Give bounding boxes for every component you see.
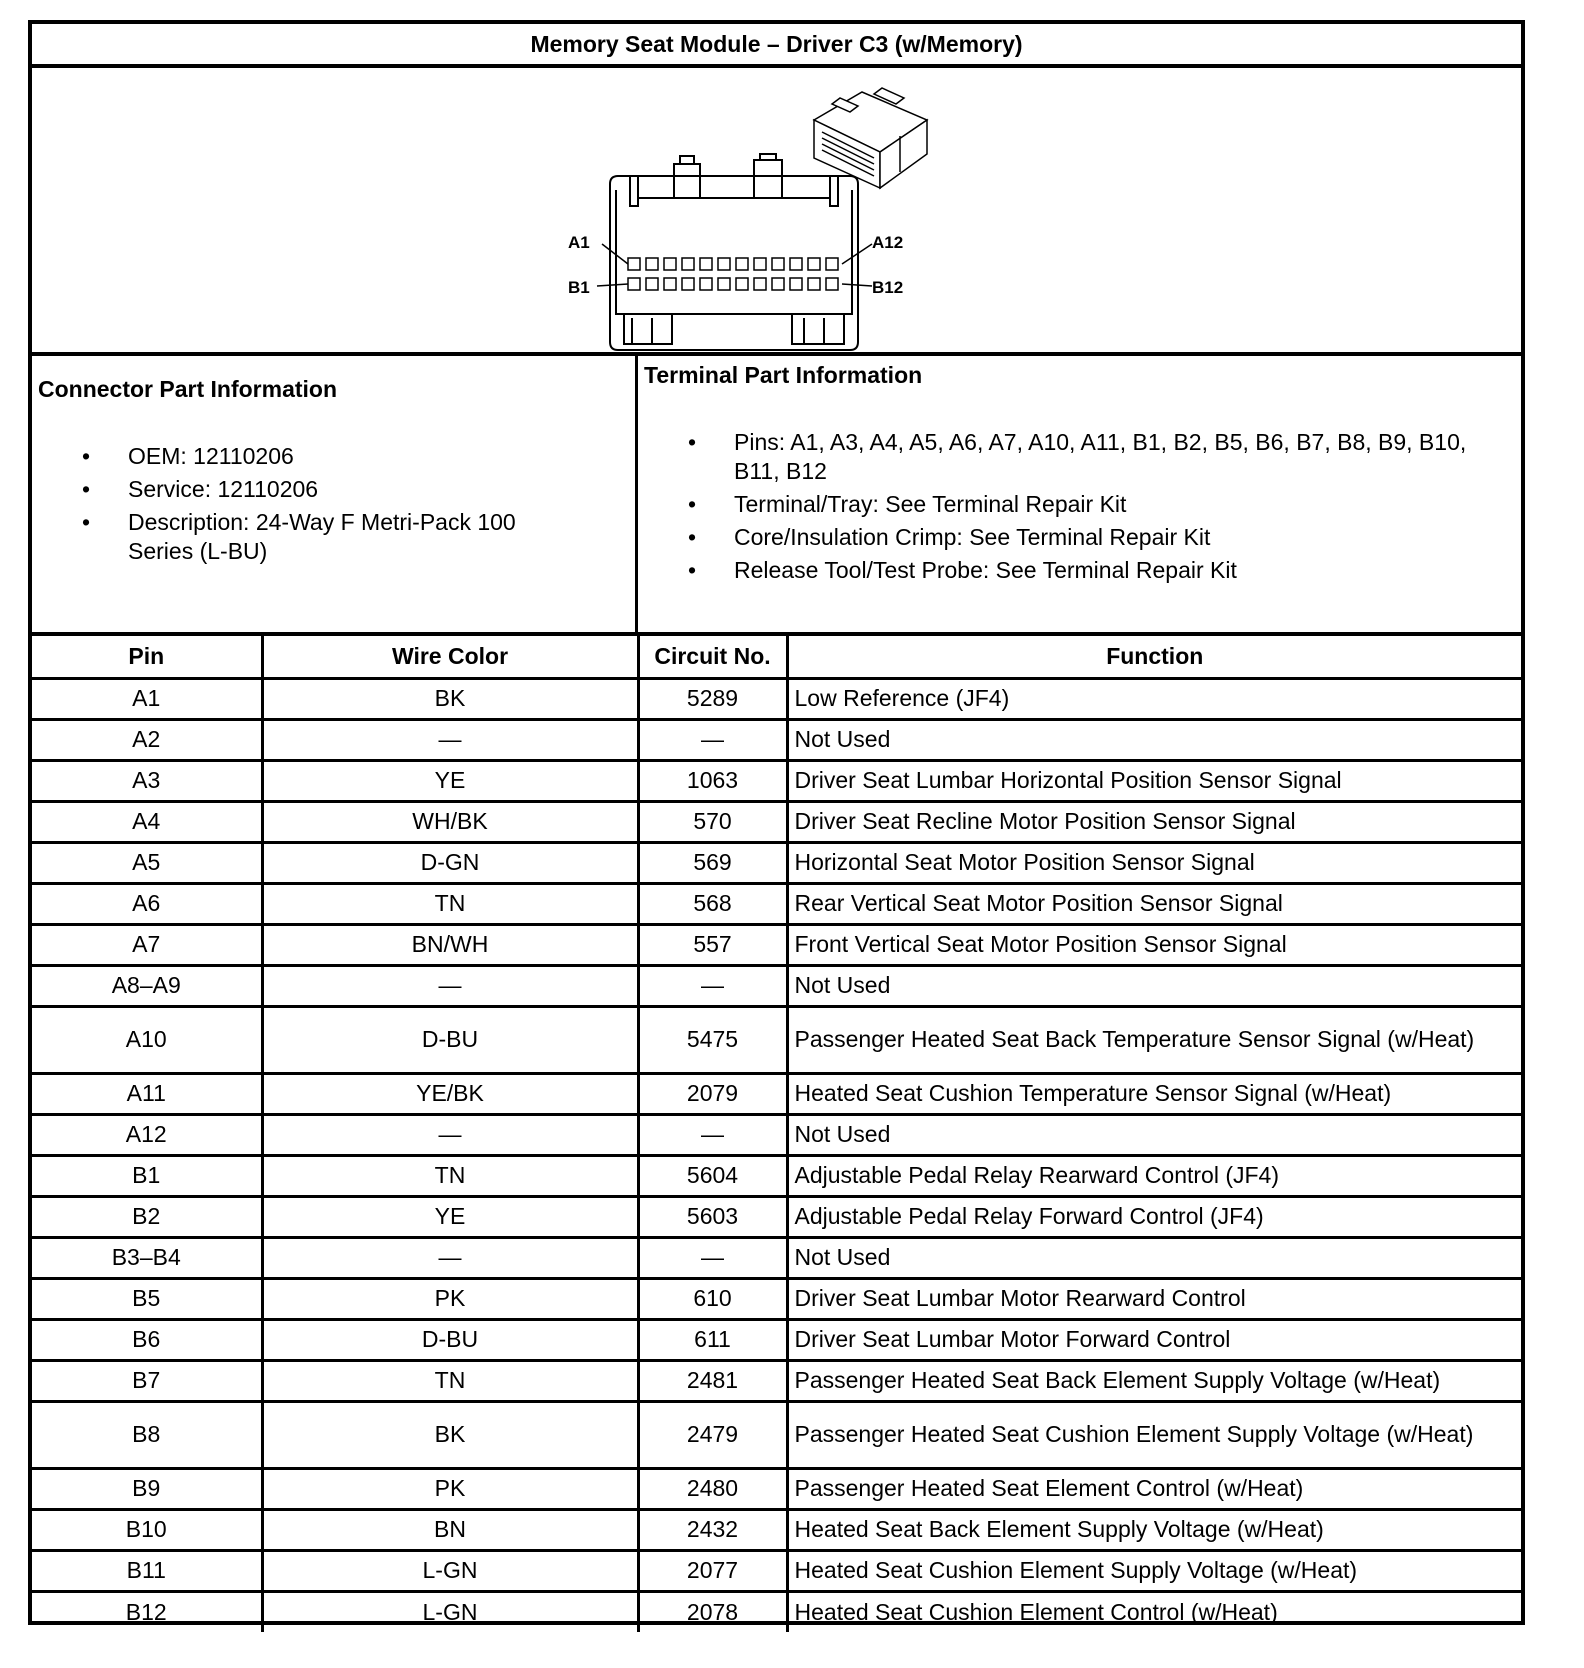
cell-function: Passenger Heated Seat Cushion Element Supply Voltage (w/Heat) <box>787 1401 1521 1468</box>
cell-circuit-no: 2432 <box>638 1509 787 1550</box>
table-row <box>32 965 1521 1006</box>
cell-circuit-no: 1063 <box>638 760 787 801</box>
connector-part-info <box>32 356 638 632</box>
cell-circuit-no: 2078 <box>638 1591 787 1632</box>
sheet-title: Memory Seat Module – Driver C3 (w/Memory) <box>32 24 1521 68</box>
cell-wire-color: D-BU <box>262 1006 638 1073</box>
cell-pin: A11 <box>32 1073 262 1114</box>
cell-wire-color: — <box>262 1237 638 1278</box>
cell-wire-color: D-GN <box>262 842 638 883</box>
cell-circuit-no: 5289 <box>638 678 787 719</box>
table-row <box>32 678 1521 719</box>
cell-pin: B1 <box>32 1155 262 1196</box>
cell-function: Not Used <box>787 1114 1521 1155</box>
cell-circuit-no: 2079 <box>638 1073 787 1114</box>
pin-cavity <box>754 258 766 270</box>
header-wire-color: Wire Color <box>262 636 638 678</box>
terminal-info-heading: Terminal Part Information <box>644 362 923 388</box>
label-b12: B12 <box>872 278 904 297</box>
table-row <box>32 1550 1521 1591</box>
header-pin: Pin <box>32 636 262 678</box>
cell-function: Passenger Heated Seat Back Temperature Sensor Signal (w/Heat) <box>787 1006 1521 1073</box>
cell-pin: B12 <box>32 1591 262 1632</box>
pin-cavity <box>628 278 640 290</box>
cell-pin: B11 <box>32 1550 262 1591</box>
cell-pin: B5 <box>32 1278 262 1319</box>
pin-cavity <box>826 258 838 270</box>
cell-function: Low Reference (JF4) <box>787 678 1521 719</box>
cell-circuit-no: 5603 <box>638 1196 787 1237</box>
cell-circuit-no: 2480 <box>638 1468 787 1509</box>
cell-circuit-no: 610 <box>638 1278 787 1319</box>
pin-cavity <box>790 258 802 270</box>
table-row <box>32 801 1521 842</box>
list-item: • OEM: 12110206 <box>82 442 562 471</box>
cell-function: Heated Seat Back Element Supply Voltage (w/Heat) <box>787 1509 1521 1550</box>
cell-pin: B7 <box>32 1360 262 1401</box>
pin-cavity <box>646 258 658 270</box>
cell-circuit-no: — <box>638 1237 787 1278</box>
pin-cavity <box>664 258 676 270</box>
cell-pin: B10 <box>32 1509 262 1550</box>
part-info-section <box>32 356 1521 636</box>
cell-function: Not Used <box>787 1237 1521 1278</box>
table-row <box>32 1155 1521 1196</box>
header-circuit-no: Circuit No. <box>638 636 787 678</box>
cell-function: Heated Seat Cushion Element Supply Voltage (w/Heat) <box>787 1550 1521 1591</box>
list-item: • Release Tool/Test Probe: See Terminal Repair Kit <box>688 556 1488 585</box>
pin-cavity <box>718 258 730 270</box>
cell-wire-color: D-BU <box>262 1319 638 1360</box>
cell-function: Passenger Heated Seat Element Control (w/Heat) <box>787 1468 1521 1509</box>
list-item: • Core/Insulation Crimp: See Terminal Repair Kit <box>688 523 1488 552</box>
label-b1: B1 <box>568 278 590 297</box>
cell-function: Not Used <box>787 965 1521 1006</box>
cell-pin: B8 <box>32 1401 262 1468</box>
list-item: • Terminal/Tray: See Terminal Repair Kit <box>688 490 1488 519</box>
table-row <box>32 1468 1521 1509</box>
table-row <box>32 1591 1521 1632</box>
cell-circuit-no: 2077 <box>638 1550 787 1591</box>
cell-function: Heated Seat Cushion Temperature Sensor Signal (w/Heat) <box>787 1073 1521 1114</box>
pin-cavities <box>628 258 838 290</box>
cell-function: Driver Seat Recline Motor Position Sensor Signal <box>787 801 1521 842</box>
cell-function: Driver Seat Lumbar Motor Forward Control <box>787 1319 1521 1360</box>
pin-cavity <box>646 278 658 290</box>
cell-wire-color: TN <box>262 1155 638 1196</box>
cell-circuit-no: — <box>638 719 787 760</box>
cell-pin: A3 <box>32 760 262 801</box>
cell-circuit-no: 2481 <box>638 1360 787 1401</box>
cell-circuit-no: — <box>638 965 787 1006</box>
cell-pin: A1 <box>32 678 262 719</box>
pin-cavity <box>700 258 712 270</box>
cell-circuit-no: 2479 <box>638 1401 787 1468</box>
cell-circuit-no: — <box>638 1114 787 1155</box>
cell-pin: A5 <box>32 842 262 883</box>
table-row <box>32 842 1521 883</box>
cell-wire-color: BN/WH <box>262 924 638 965</box>
label-a1: A1 <box>568 233 590 252</box>
pin-cavity <box>682 278 694 290</box>
pin-cavity <box>628 258 640 270</box>
terminal-info-list <box>688 428 1488 589</box>
cell-function: Horizontal Seat Motor Position Sensor Signal <box>787 842 1521 883</box>
cell-wire-color: PK <box>262 1468 638 1509</box>
pinout-rows <box>32 678 1521 1632</box>
list-item: • Description: 24-Way F Metri-Pack 100 Series (L-BU) <box>82 508 562 566</box>
cell-wire-color: PK <box>262 1278 638 1319</box>
connector-front-view <box>610 154 858 350</box>
table-row <box>32 1360 1521 1401</box>
table-row <box>32 1114 1521 1155</box>
cell-pin: B3–B4 <box>32 1237 262 1278</box>
list-item: • Service: 12110206 <box>82 475 562 504</box>
pin-cavity <box>664 278 676 290</box>
cell-pin: A10 <box>32 1006 262 1073</box>
connector-isometric-view <box>814 88 927 188</box>
table-row <box>32 924 1521 965</box>
cell-circuit-no: 5604 <box>638 1155 787 1196</box>
list-item: • Pins: A1, A3, A4, A5, A6, A7, A10, A11, B1, B2, B5, B6, B7, B8, B9, B10, B11, B12 <box>688 428 1488 486</box>
cell-pin: A8–A9 <box>32 965 262 1006</box>
cell-function: Adjustable Pedal Relay Rearward Control (JF4) <box>787 1155 1521 1196</box>
table-row <box>32 1006 1521 1073</box>
cell-wire-color: L-GN <box>262 1550 638 1591</box>
pin-cavity <box>772 278 784 290</box>
connector-diagram <box>32 68 1521 352</box>
cell-pin: A6 <box>32 883 262 924</box>
cell-wire-color: BK <box>262 1401 638 1468</box>
cell-pin: B2 <box>32 1196 262 1237</box>
cell-pin: B6 <box>32 1319 262 1360</box>
cell-pin: A12 <box>32 1114 262 1155</box>
cell-wire-color: — <box>262 719 638 760</box>
table-row <box>32 1278 1521 1319</box>
cell-circuit-no: 5475 <box>638 1006 787 1073</box>
pin-cavity <box>808 258 820 270</box>
cell-function: Adjustable Pedal Relay Forward Control (JF4) <box>787 1196 1521 1237</box>
cell-pin: A7 <box>32 924 262 965</box>
table-row <box>32 1401 1521 1468</box>
table-row <box>32 760 1521 801</box>
pin-cavity <box>790 278 802 290</box>
cell-wire-color: YE/BK <box>262 1073 638 1114</box>
cell-function: Driver Seat Lumbar Motor Rearward Control <box>787 1278 1521 1319</box>
cell-wire-color: L-GN <box>262 1591 638 1632</box>
table-row <box>32 1073 1521 1114</box>
cell-wire-color: BK <box>262 678 638 719</box>
pin-cavity <box>772 258 784 270</box>
cell-circuit-no: 569 <box>638 842 787 883</box>
cell-wire-color: YE <box>262 760 638 801</box>
pin-cavity <box>754 278 766 290</box>
cell-function: Rear Vertical Seat Motor Position Sensor Signal <box>787 883 1521 924</box>
cell-wire-color: — <box>262 1114 638 1155</box>
cell-function: Front Vertical Seat Motor Position Sensor Signal <box>787 924 1521 965</box>
pin-cavity <box>736 278 748 290</box>
cell-wire-color: YE <box>262 1196 638 1237</box>
pin-cavity <box>682 258 694 270</box>
label-a12: A12 <box>872 233 904 252</box>
table-row <box>32 719 1521 760</box>
cell-function: Driver Seat Lumbar Horizontal Position Sensor Signal <box>787 760 1521 801</box>
table-header-row <box>32 636 1521 678</box>
terminal-part-info <box>638 356 1521 632</box>
cell-circuit-no: 611 <box>638 1319 787 1360</box>
cell-wire-color: TN <box>262 883 638 924</box>
cell-circuit-no: 557 <box>638 924 787 965</box>
cell-circuit-no: 570 <box>638 801 787 842</box>
pinout-table <box>32 636 1521 1632</box>
cell-function: Heated Seat Cushion Element Control (w/Heat) <box>787 1591 1521 1632</box>
connector-sheet <box>28 20 1525 1625</box>
header-function: Function <box>787 636 1521 678</box>
connector-info-heading: Connector Part Information <box>38 376 338 402</box>
pin-cavity <box>826 278 838 290</box>
cell-pin: A2 <box>32 719 262 760</box>
connector-info-list <box>82 442 562 570</box>
table-row <box>32 883 1521 924</box>
table-row <box>32 1196 1521 1237</box>
cell-pin: B9 <box>32 1468 262 1509</box>
connector-figure <box>32 68 1521 356</box>
cell-wire-color: BN <box>262 1509 638 1550</box>
table-row <box>32 1319 1521 1360</box>
cell-function: Passenger Heated Seat Back Element Supply Voltage (w/Heat) <box>787 1360 1521 1401</box>
cell-wire-color: WH/BK <box>262 801 638 842</box>
pin-cavity <box>808 278 820 290</box>
cell-wire-color: TN <box>262 1360 638 1401</box>
table-row <box>32 1237 1521 1278</box>
pin-cavity <box>700 278 712 290</box>
table-row <box>32 1509 1521 1550</box>
cell-pin: A4 <box>32 801 262 842</box>
pin-cavity <box>718 278 730 290</box>
cell-wire-color: — <box>262 965 638 1006</box>
cell-circuit-no: 568 <box>638 883 787 924</box>
cell-function: Not Used <box>787 719 1521 760</box>
pin-cavity <box>736 258 748 270</box>
